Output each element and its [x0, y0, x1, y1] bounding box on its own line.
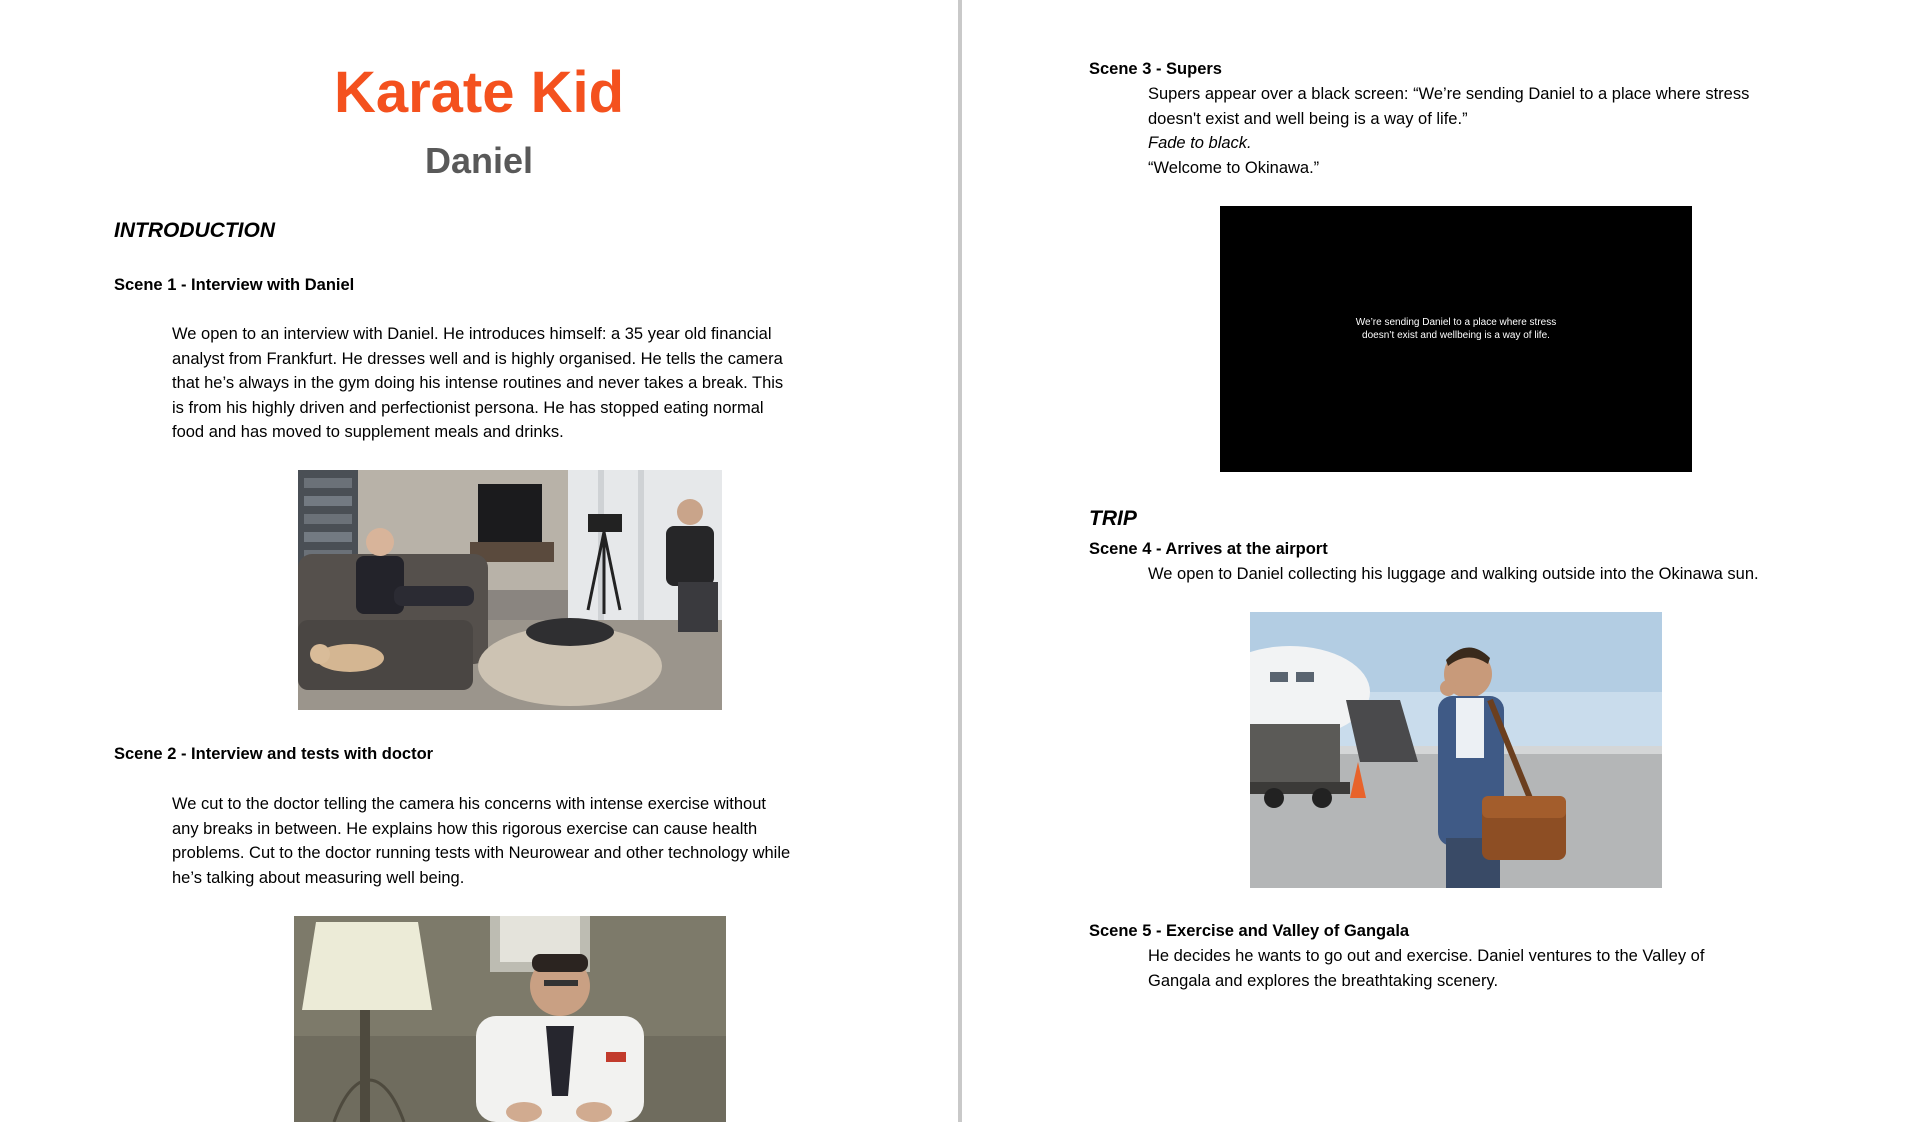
scene-1-line: analyst from Frankfurt. He dresses well and is highly organised. He tells the camera [172, 349, 783, 368]
scene-1-description [172, 322, 912, 445]
supers-black-screen [1220, 206, 1692, 472]
scene-3-direction: Fade to black. [1148, 134, 1252, 152]
doctor-photo [294, 916, 726, 1122]
scene-1-line: We open to an interview with Daniel. He introduces himself: a 35 year old financial [172, 325, 772, 343]
document-title: Karate Kid [333, 60, 625, 125]
scene-2-heading: Scene 2 - Interview and tests with doctor [114, 745, 434, 763]
scene-2-line: problems. Cut to the doctor running tests with Neurowear and other technology while [172, 844, 791, 862]
scene-1-line: food and has moved to supplement meals and drinks. [172, 423, 564, 441]
scene-5-line: Gangala and explores the breathtaking scenery. [1148, 971, 1499, 990]
document-page-right [964, 0, 1920, 1122]
scene-2-line: he’s talking about measuring well being. [172, 868, 465, 887]
section-heading-trip: TRIP [1089, 507, 1137, 530]
document-page-left [0, 0, 958, 1122]
scene-1-line: that he’s always in the gym doing his intense routines and never takes a break. This [172, 374, 784, 392]
page-divider [958, 0, 962, 1122]
scene-3-quote: “Welcome to Okinawa.” [1148, 158, 1320, 177]
scene-4-description [1148, 562, 1908, 587]
scene-4-heading: Scene 4 - Arrives at the airport [1089, 540, 1328, 558]
supers-screen-line: We’re sending Daniel to a place where stress [1355, 317, 1557, 328]
scene-5-heading: Scene 5 - Exercise and Valley of Gangala [1089, 922, 1410, 940]
supers-screen-line: doesn’t exist and wellbeing is a way of life. [1362, 330, 1550, 341]
scene-3-heading: Scene 3 - Supers [1089, 60, 1222, 78]
scene-2-description [172, 792, 912, 890]
section-heading-introduction: INTRODUCTION [114, 219, 275, 242]
scene-4-line: We open to Daniel collecting his luggage and walking outside into the Okinawa sun. [1148, 565, 1759, 583]
scene-1-heading: Scene 1 - Interview with Daniel [114, 276, 355, 294]
scene-5-description [1148, 944, 1888, 993]
scene-2-line: any breaks in between. He explains how this rigorous exercise can cause health [172, 819, 758, 838]
scene-2-line: We cut to the doctor telling the camera his concerns with intense exercise without [172, 795, 766, 813]
scene-1-line: is from his highly driven and perfectionist persona. He has stopped eating normal [172, 398, 764, 417]
airport-photo [1250, 612, 1662, 888]
scene-5-line: He decides he wants to go out and exercise. Daniel ventures to the Valley of [1148, 947, 1705, 965]
scene-3-line: doesn't exist and well being is a way of life.” [1148, 109, 1468, 128]
document-subtitle: Daniel [424, 140, 534, 181]
scene-3-line: Supers appear over a black screen: “We’re sending Daniel to a place where stress [1148, 85, 1750, 103]
interview-photo [298, 470, 722, 710]
scene-3-description [1148, 82, 1888, 180]
